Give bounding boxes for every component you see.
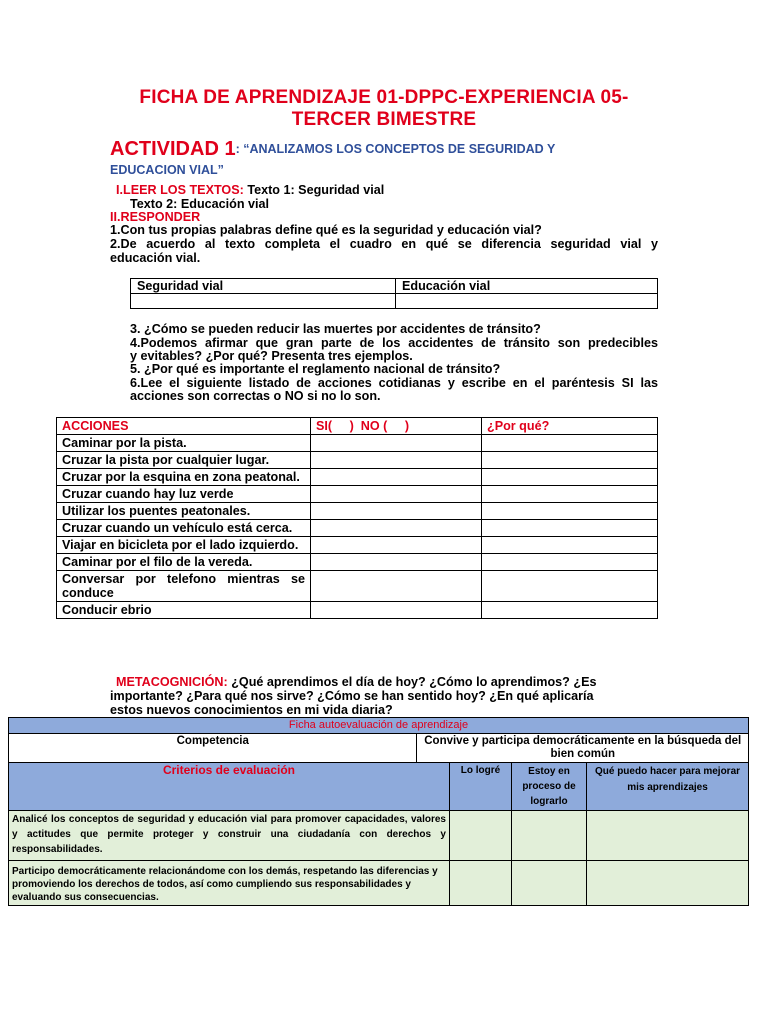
compare-cell-educacion[interactable] [396, 294, 658, 309]
table-row [57, 435, 658, 452]
question-5: 5. ¿Por qué es importante el reglamento nacional de tránsito? [130, 362, 501, 376]
si-no-cell[interactable] [311, 602, 482, 619]
si-no-cell[interactable] [311, 452, 482, 469]
action-label: Conducir ebrio [57, 602, 311, 619]
activity-title-1: ANALIZAMOS LOS CONCEPTOS DE SEGURIDAD Y [249, 142, 556, 156]
actions-table [56, 417, 658, 619]
action-label: Caminar por la pista. [57, 435, 311, 452]
section-read [116, 183, 384, 197]
metacognition-text-3: estos nuevos conocimientos en mi vida diaria? [110, 703, 393, 717]
criterion-1-mejorar-cell[interactable] [587, 811, 749, 861]
metacognition-text-2: importante? ¿Para qué nos sirve? ¿Cómo se han sentido hoy? ¿En qué aplicaría [110, 689, 594, 703]
competencia-label: Competencia [9, 734, 417, 763]
si-no-cell[interactable] [311, 469, 482, 486]
comparison-table [130, 278, 658, 309]
por-que-cell[interactable] [482, 554, 658, 571]
criterion-1-proceso-cell[interactable] [512, 811, 587, 861]
por-que-cell[interactable] [482, 602, 658, 619]
table-row [57, 537, 658, 554]
action-label: Cruzar la pista por cualquier lugar. [57, 452, 311, 469]
action-label: Conversar por telefono mientras se conduce [57, 571, 311, 602]
question-3: 3. ¿Cómo se pueden reducir las muertes por accidentes de tránsito? [130, 322, 541, 336]
table-row [57, 520, 658, 537]
si-no-cell[interactable] [311, 571, 482, 602]
criterion-1: Analicé los conceptos de seguridad y educación vial para promover capacidades, valores y actitudes que permite proteger y construir una ciudadanía con derechos y responsabilidades. [9, 811, 450, 861]
page-title-line-1: FICHA DE APRENDIZAJE 01-DPPC-EXPERIENCIA 05- [139, 87, 629, 108]
activity-heading [110, 138, 555, 160]
por-que-cell[interactable] [482, 469, 658, 486]
page-title-line-2: TERCER BIMESTRE [291, 109, 477, 130]
col-en-proceso: Estoy en proceso de lograrlo [512, 763, 587, 811]
si-no-cell[interactable] [311, 537, 482, 554]
compare-cell-seguridad[interactable] [131, 294, 396, 309]
competencia-value: Convive y participa democráticamente en la búsqueda del bien común [417, 734, 749, 763]
table-row [57, 486, 658, 503]
por-que-cell[interactable] [482, 520, 658, 537]
table-row [57, 469, 658, 486]
action-label: Caminar por el filo de la vereda. [57, 554, 311, 571]
question-1: 1.Con tus propias palabras define qué es la seguridad y educación vial? [110, 223, 542, 237]
por-que-cell[interactable] [482, 435, 658, 452]
col-mejorar: Qué puedo hacer para mejorar mis aprendizajes [587, 763, 749, 811]
action-label: Cruzar cuando hay luz verde [57, 486, 311, 503]
question-4a: 4.Podemos afirmar que gran parte de los accidentes de tránsito son predecibles [130, 336, 658, 350]
activity-separator: : “ [235, 142, 250, 156]
table-row [57, 602, 658, 619]
criterion-2-proceso-cell[interactable] [512, 861, 587, 906]
criterion-2: Participo democráticamente relacionándome con los demás, respetando las diferencias y promoviendo los derechos de todos, así como cumpliendo sus responsabilidades y evaluando sus consecuencias. [9, 861, 450, 906]
action-label: Viajar en bicicleta por el lado izquierdo. [57, 537, 311, 554]
question-6b: acciones son correctas o NO si no lo son. [130, 389, 381, 403]
action-label: Cruzar cuando un vehículo está cerca. [57, 520, 311, 537]
metacognition-line-1 [116, 675, 596, 689]
por-que-cell[interactable] [482, 571, 658, 602]
question-2a: 2.De acuerdo al texto completa el cuadro en qué se diferencia seguridad vial y [110, 237, 658, 251]
criterios-header: Criterios de evaluación [9, 763, 450, 811]
table-row [57, 571, 658, 602]
action-label: Utilizar los puentes peatonales. [57, 503, 311, 520]
por-que-cell[interactable] [482, 537, 658, 554]
question-2b: educación vial. [110, 251, 201, 265]
criterion-2-mejorar-cell[interactable] [587, 861, 749, 906]
compare-header-seguridad: Seguridad vial [131, 279, 396, 294]
actions-header-acciones: ACCIONES [57, 418, 311, 435]
criterion-2-logre-cell[interactable] [450, 861, 512, 906]
criterion-1-logre-cell[interactable] [450, 811, 512, 861]
metacognition-text-1: ¿Qué aprendimos el día de hoy? ¿Cómo lo aprendimos? ¿Es [227, 675, 597, 689]
section-read-label: I.LEER LOS TEXTOS: [116, 183, 244, 197]
self-evaluation-table [8, 717, 749, 906]
table-row [57, 503, 658, 520]
por-que-cell[interactable] [482, 503, 658, 520]
text-2: Texto 2: Educación vial [130, 197, 270, 211]
metacognition-label: METACOGNICIÓN: [116, 675, 228, 689]
activity-title-2: EDUCACION VIAL” [110, 163, 224, 177]
action-label: Cruzar por la esquina en zona peatonal. [57, 469, 311, 486]
question-4b: y evitables? ¿Por qué? Presenta tres ejemplos. [130, 349, 413, 363]
por-que-cell[interactable] [482, 486, 658, 503]
self-eval-title: Ficha autoevaluación de aprendizaje [9, 718, 749, 734]
si-no-cell[interactable] [311, 486, 482, 503]
actions-header-si-no: SI( ) NO ( ) [311, 418, 482, 435]
question-6a: 6.Lee el siguiente listado de acciones cotidianas y escribe en el paréntesis SI las [130, 376, 658, 390]
actions-header-por-que: ¿Por qué? [482, 418, 658, 435]
section-respond-label: II.RESPONDER [110, 210, 201, 224]
compare-header-educacion: Educación vial [396, 279, 658, 294]
activity-label: ACTIVIDAD 1 [110, 138, 236, 160]
si-no-cell[interactable] [311, 503, 482, 520]
table-row [57, 452, 658, 469]
si-no-cell[interactable] [311, 435, 482, 452]
col-lo-logre: Lo logré [450, 763, 512, 811]
text-1: Texto 1: Seguridad vial [247, 183, 385, 197]
si-no-cell[interactable] [311, 520, 482, 537]
por-que-cell[interactable] [482, 452, 658, 469]
table-row [57, 554, 658, 571]
si-no-cell[interactable] [311, 554, 482, 571]
